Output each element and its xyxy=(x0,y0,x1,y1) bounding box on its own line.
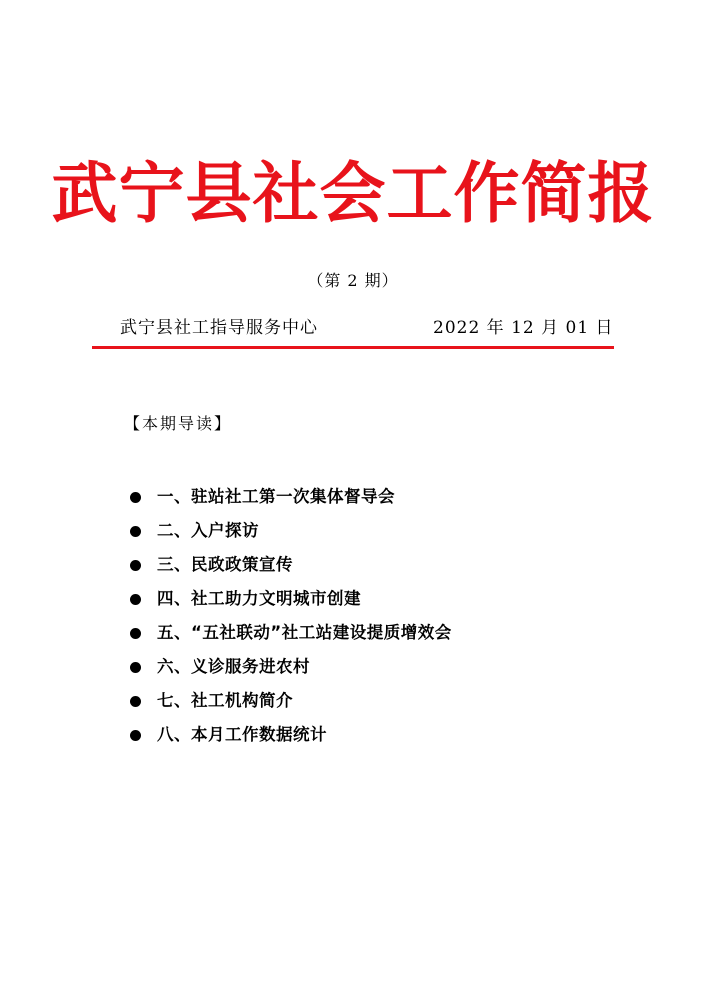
toc-heading: 【本期导读】 xyxy=(124,414,233,433)
toc-item-label: 五、“五社联动”社工站建设提质增效会 xyxy=(157,623,452,642)
toc-item-label: 七、社工机构简介 xyxy=(157,691,293,710)
toc-item xyxy=(128,616,452,650)
bullet-icon xyxy=(130,696,141,707)
bullet-icon xyxy=(130,492,141,503)
issue-date: 2022 年 12 月 01 日 xyxy=(433,318,614,338)
masthead-title: 武宁县社会工作简报 xyxy=(51,154,655,232)
toc-item xyxy=(128,514,452,548)
toc-item xyxy=(128,650,452,684)
bullet-icon xyxy=(130,662,141,673)
toc-item-label: 三、民政政策宣传 xyxy=(157,555,293,574)
toc-item-label: 八、本月工作数据统计 xyxy=(157,725,327,744)
bullet-icon xyxy=(130,560,141,571)
bullet-icon xyxy=(130,730,141,741)
toc-item xyxy=(128,480,452,514)
toc-list xyxy=(128,480,452,752)
toc-item xyxy=(128,582,452,616)
issuer-name: 武宁县社工指导服务中心 xyxy=(120,318,318,338)
toc-item xyxy=(128,548,452,582)
toc-item xyxy=(128,718,452,752)
toc-item xyxy=(128,684,452,718)
toc-item-label: 六、义诊服务进农村 xyxy=(157,657,310,676)
toc-item-label: 一、驻站社工第一次集体督导会 xyxy=(157,487,395,506)
issue-number: （第 2 期） xyxy=(307,271,399,290)
bullet-icon xyxy=(130,628,141,639)
bullet-icon xyxy=(130,594,141,605)
bullet-icon xyxy=(130,526,141,537)
toc-item-label: 二、入户探访 xyxy=(157,521,259,540)
header-divider xyxy=(92,346,614,349)
toc-item-label: 四、社工助力文明城市创建 xyxy=(157,589,361,608)
